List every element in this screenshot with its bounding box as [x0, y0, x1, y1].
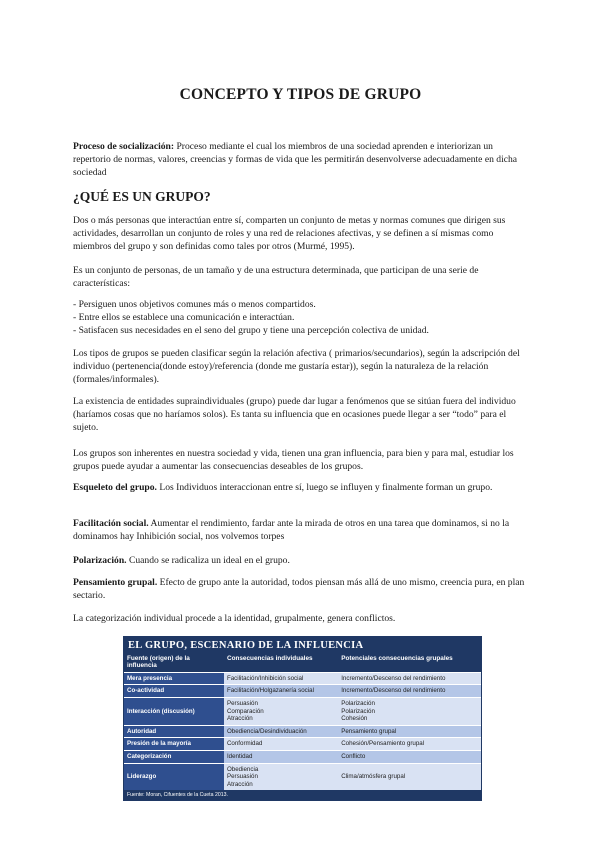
row-source-cell: Presión de la mayoría [124, 738, 224, 751]
cell-line: Atracción [226, 715, 253, 723]
influence-table-title: EL GRUPO, ESCENARIO DE LA INFLUENCIA [128, 640, 364, 651]
definition-term: Polarización. [73, 555, 127, 566]
socializacion-term: Proceso de socialización: [73, 141, 175, 152]
group-consequence-cell [338, 750, 481, 763]
definition-term: Pensamiento grupal. [73, 577, 158, 588]
individual-consequence-cell [224, 672, 338, 685]
table-row [124, 698, 481, 726]
individual-consequence-cell [224, 725, 338, 738]
cell-line: Obediencia/Desindividuación [226, 727, 307, 735]
row-source-cell: Liderazgo [124, 763, 224, 790]
definition-text: Efecto de grupo ante la autoridad, todos piensan más allá de uno mismo, creencia pura, en plan sectario. [73, 577, 525, 602]
section-heading: ¿QUÉ ES UN GRUPO? [73, 189, 211, 204]
cell-line: Cohesión/Pensamiento grupal [341, 740, 425, 748]
group-consequence-cell [338, 672, 481, 685]
group-consequence-cell [338, 738, 481, 751]
cell-line: Clima/atmósfera grupal [341, 773, 406, 781]
group-consequence-cell [338, 725, 481, 738]
socializacion-text: Proceso mediante el cual los miembros de una sociedad aprenden e interiorizan un repertorio de normas, valores, creencias y formas de vida que les permitirán desenvolverse adecuadamente en dicha sociedad [73, 141, 518, 179]
influence-table-body [124, 672, 481, 790]
row-source-cell: Interacción (discusión) [124, 698, 224, 726]
group-consequence-cell [338, 698, 481, 726]
cell-line: Atracción [226, 780, 253, 788]
table-row [124, 725, 481, 738]
definition-text: Aumentar el rendimiento, fardar ante la mirada de otros en una tarea que dominamos, si no la dominamos hay Inhibición social, nos volvemos torpes [73, 518, 510, 543]
cell-line: Conflicto [341, 752, 366, 760]
tipos-paragraph: Los tipos de grupos se pueden clasificar según la relación afectiva ( primarios/secundarios), según la adscripción del individuo (pertenencia(donde estoy)/referencia (donde me gustaría estar)), según la naturaleza de la relación (formales/informales). [73, 348, 520, 386]
bullet-item: - Persiguen unos objetivos comunes más o menos compartidos. [73, 299, 316, 310]
definition-polarizacion [73, 554, 528, 567]
definicion-paragraph: Dos o más personas que interactúan entre sí, comparten un conjunto de metas y normas comunes que dirigen sus actividades, desarrollan un conjunto de roles y una red de relaciones afectivas, y se definen a sí mismas como miembros del grupo y son definidas como tales por otros (Murmé, 1995). [73, 215, 506, 253]
individual-consequence-cell [224, 750, 338, 763]
table-header-row [124, 653, 481, 672]
table-row [124, 672, 481, 685]
cell-line: Obediencia [226, 765, 259, 773]
group-consequence-cell [338, 685, 481, 698]
table-row [124, 738, 481, 751]
definition-term: Esqueleto del grupo. [73, 482, 157, 493]
cell-line: Persuasión [226, 773, 258, 781]
individual-consequence-cell [224, 738, 338, 751]
row-source-cell: Co-actividad [124, 685, 224, 698]
table-row [124, 750, 481, 763]
influence-table-figure [123, 636, 482, 801]
individual-consequence-cell [224, 685, 338, 698]
entidades-paragraph: La existencia de entidades supraindividuales (grupo) puede dar lugar a fenómenos que se sitúan fuera del individuo (haríamos cosas que no haríamos solos). Es tanta su influencia que en ocasiones puede llegar a ser “todo” para el sujeto. [73, 396, 516, 434]
column-header: Potenciales consecuencias grupales [338, 653, 481, 672]
cell-line: Persuasión [226, 700, 258, 707]
row-source-cell: Autoridad [124, 725, 224, 738]
cell-line: Polarización [341, 707, 375, 715]
cell-line: Incremento/Descenso del rendimiento [341, 674, 446, 682]
column-header: Fuente (origen) de la influencia [124, 653, 224, 672]
socializacion-paragraph [73, 140, 528, 180]
cell-line: Polarización [341, 700, 375, 707]
individual-consequence-cell [224, 698, 338, 726]
row-source-cell: Mera presencia [124, 672, 224, 685]
bullet-item: - Satisfacen sus necesidades en el seno del grupo y tiene una percepción colectiva de unidad. [73, 325, 429, 336]
definition-text: Los Individuos interaccionan entre sí, luego se influyen y finalmente forman un grupo. [156, 482, 493, 493]
cell-line: Facilitación/Inhibición social [226, 674, 304, 682]
definition-pensamiento [73, 576, 528, 602]
influence-table [124, 653, 481, 790]
conjunto-paragraph: Es un conjunto de personas, de un tamaño y de una estructura determinada, que participan de una serie de características: [73, 265, 479, 290]
definition-esqueleto [73, 481, 528, 494]
column-header: Consecuencias individuales [224, 653, 338, 672]
cell-line: Facilitación/Holgazanería social [226, 687, 314, 695]
row-source-cell: Categorización [124, 750, 224, 763]
cell-line: Identidad [226, 752, 253, 760]
table-row [124, 763, 481, 790]
cell-line: Cohesión [341, 715, 368, 723]
influence-table-source: Fuente: Moran, Cifuentes de la Cueta 2013. [124, 790, 481, 800]
document-title: CONCEPTO Y TIPOS DE GRUPO [179, 86, 422, 103]
cell-line: Conformidad [226, 740, 263, 748]
cell-line: Pensamiento grupal [341, 727, 397, 735]
group-consequence-cell [338, 763, 481, 790]
definition-text: Cuando se radicaliza un ideal en el grupo. [126, 555, 290, 566]
inherentes-paragraph: Los grupos son inherentes en nuestra sociedad y vida, tienen una gran influencia, para bien y para mal, estudiar los grupos puede ayudar a aumentar las consecuencias deseables de los grupos. [73, 448, 514, 473]
categorizacion-paragraph: La categorización individual procede a la identidad, grupalmente, genera conflictos. [73, 613, 396, 624]
definition-facilitacion [73, 517, 528, 543]
individual-consequence-cell [224, 763, 338, 790]
definition-term: Facilitación social. [73, 518, 149, 529]
cell-line: Comparación [226, 707, 264, 715]
bullet-item: - Entre ellos se establece una comunicación e interactúan. [73, 312, 295, 323]
table-row [124, 685, 481, 698]
cell-line: Incremento/Descenso del rendimiento [341, 687, 446, 695]
